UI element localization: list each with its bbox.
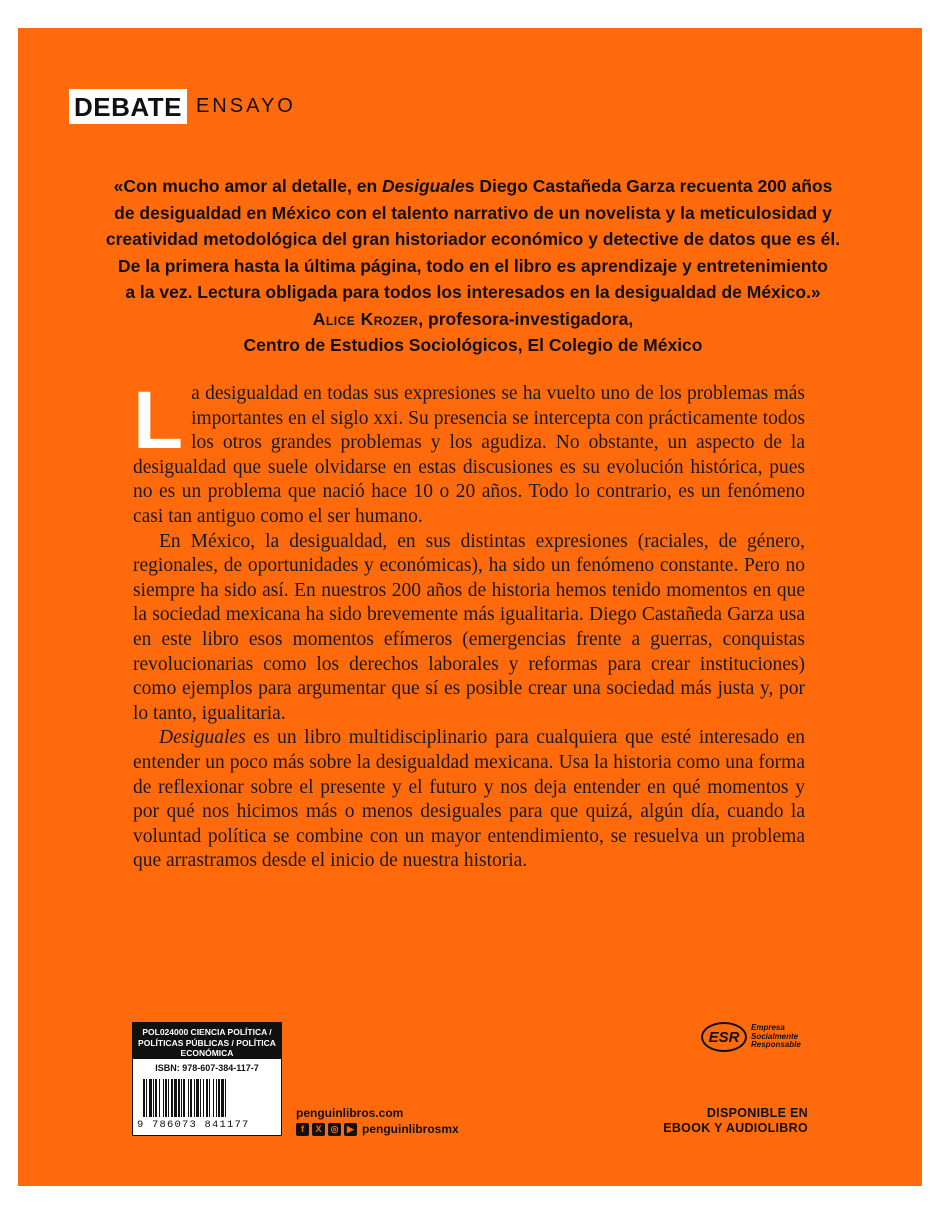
publisher-brand [69,89,296,124]
quote-attribution: Alice Krozer, profesora-investigadora, [312,308,634,329]
blurb-quote [78,173,868,359]
social-handle[interactable]: penguinlibrosmx [362,1122,459,1136]
quote-author: Alice Krozer [312,308,419,329]
barcode-block [132,1022,282,1136]
availability-note: DISPONIBLE EN EBOOK Y AUDIOLIBRO [663,1106,808,1135]
esr-logo: ESR [701,1022,747,1052]
instagram-icon[interactable]: ◎ [328,1123,341,1136]
esr-badge [701,1022,801,1052]
collection-label: ENSAYO [195,95,296,117]
book-title-italic: Desiguales [159,727,246,749]
quote-affiliation: Centro de Estudios Sociológicos, El Colegio de México [243,335,703,355]
social-links [296,1122,459,1136]
barcode-digits: 9 786073 841177 [137,1119,250,1131]
synopsis-paragraph: En México, la desigualdad, en sus distintas expresiones (raciales, de género, regionales, de oportunidades y económicas), ha sido un fenómeno constante. Pero no siempre ha sido así. En nuestros 200 años de historia hemos tenido momentos en que la sociedad mexicana ha sido brevemente más igualitaria. Diego Castañeda Garza usa en este libro esos momentos efímeros (emergencias frente a guerras, conquistas revolucionarias como los derechos laborales y reformas para crear instituciones) como ejemplos para argumentar que sí es posible crear una sociedad más justa y, por lo tanto, igualitaria. [133,530,805,724]
debate-logo: DEBATE [69,89,187,124]
quote-line: «Con mucho amor al detalle, en Desiguales Diego Castañeda Garza recuenta 200 años [113,176,833,196]
quote-line: creatividad metodológica del gran historiador económico y detective de datos que es él. [105,229,841,249]
book-back-cover [18,28,922,1186]
facebook-icon[interactable]: f [296,1123,309,1136]
book-title-italic: Desiguale [382,176,465,196]
synopsis [133,375,805,874]
x-icon[interactable]: X [312,1123,325,1136]
drop-cap: L [133,375,184,466]
esr-text: Empresa Socialmente Responsable [751,1023,801,1050]
synopsis-paragraph: La desigualdad en todas sus expresiones se ha vuelto uno de los problemas más importantes en el siglo xxi. Su presencia se intercepta con prácticamente todos los otros grandes problemas y los agudiza. No obstante, un aspecto de la desigualdad que suele olvidarse en estas discusiones es su evolución histórica, pues no es un problema que nació hace 10 o 20 años. Todo lo contrario, es un fenómeno casi tan antiguo como el ser humano. [133,375,805,527]
isbn-label: ISBN: 978-607-384-117-7 [155,1063,259,1073]
barcode-bars [143,1079,271,1117]
youtube-icon[interactable]: ▶ [344,1123,357,1136]
quote-line: a la vez. Lectura obligada para todos los interesados en la desigualdad de México.» [125,282,821,302]
category-label: POL024000 CIENCIA POLÍTICA / POLÍTICAS PÚBLICAS / POLÍTICA ECONÓMICA [133,1023,281,1059]
quote-line: De la primera hasta la última página, todo en el libro es aprendizaje y entretenimiento [118,255,828,276]
quote-line: de desigualdad en México con el talento narrativo de un novelista y la meticulosidad y [114,202,832,223]
synopsis-paragraph: Desiguales es un libro multidisciplinario para cualquiera que esté interesado en entender un poco más sobre la desigualdad mexicana. Usa la historia como una forma de reflexionar sobre el presente y el futuro y nos deja entender en qué momentos y por qué nos hicimos más o menos desiguales para que quizá, algún día, cuando la voluntad política se combine con un mayor entendimiento, se resuelva un problema que arrastramos desde el inicio de nuestra historia. [133,727,805,872]
website-link[interactable]: penguinlibros.com [296,1106,404,1120]
